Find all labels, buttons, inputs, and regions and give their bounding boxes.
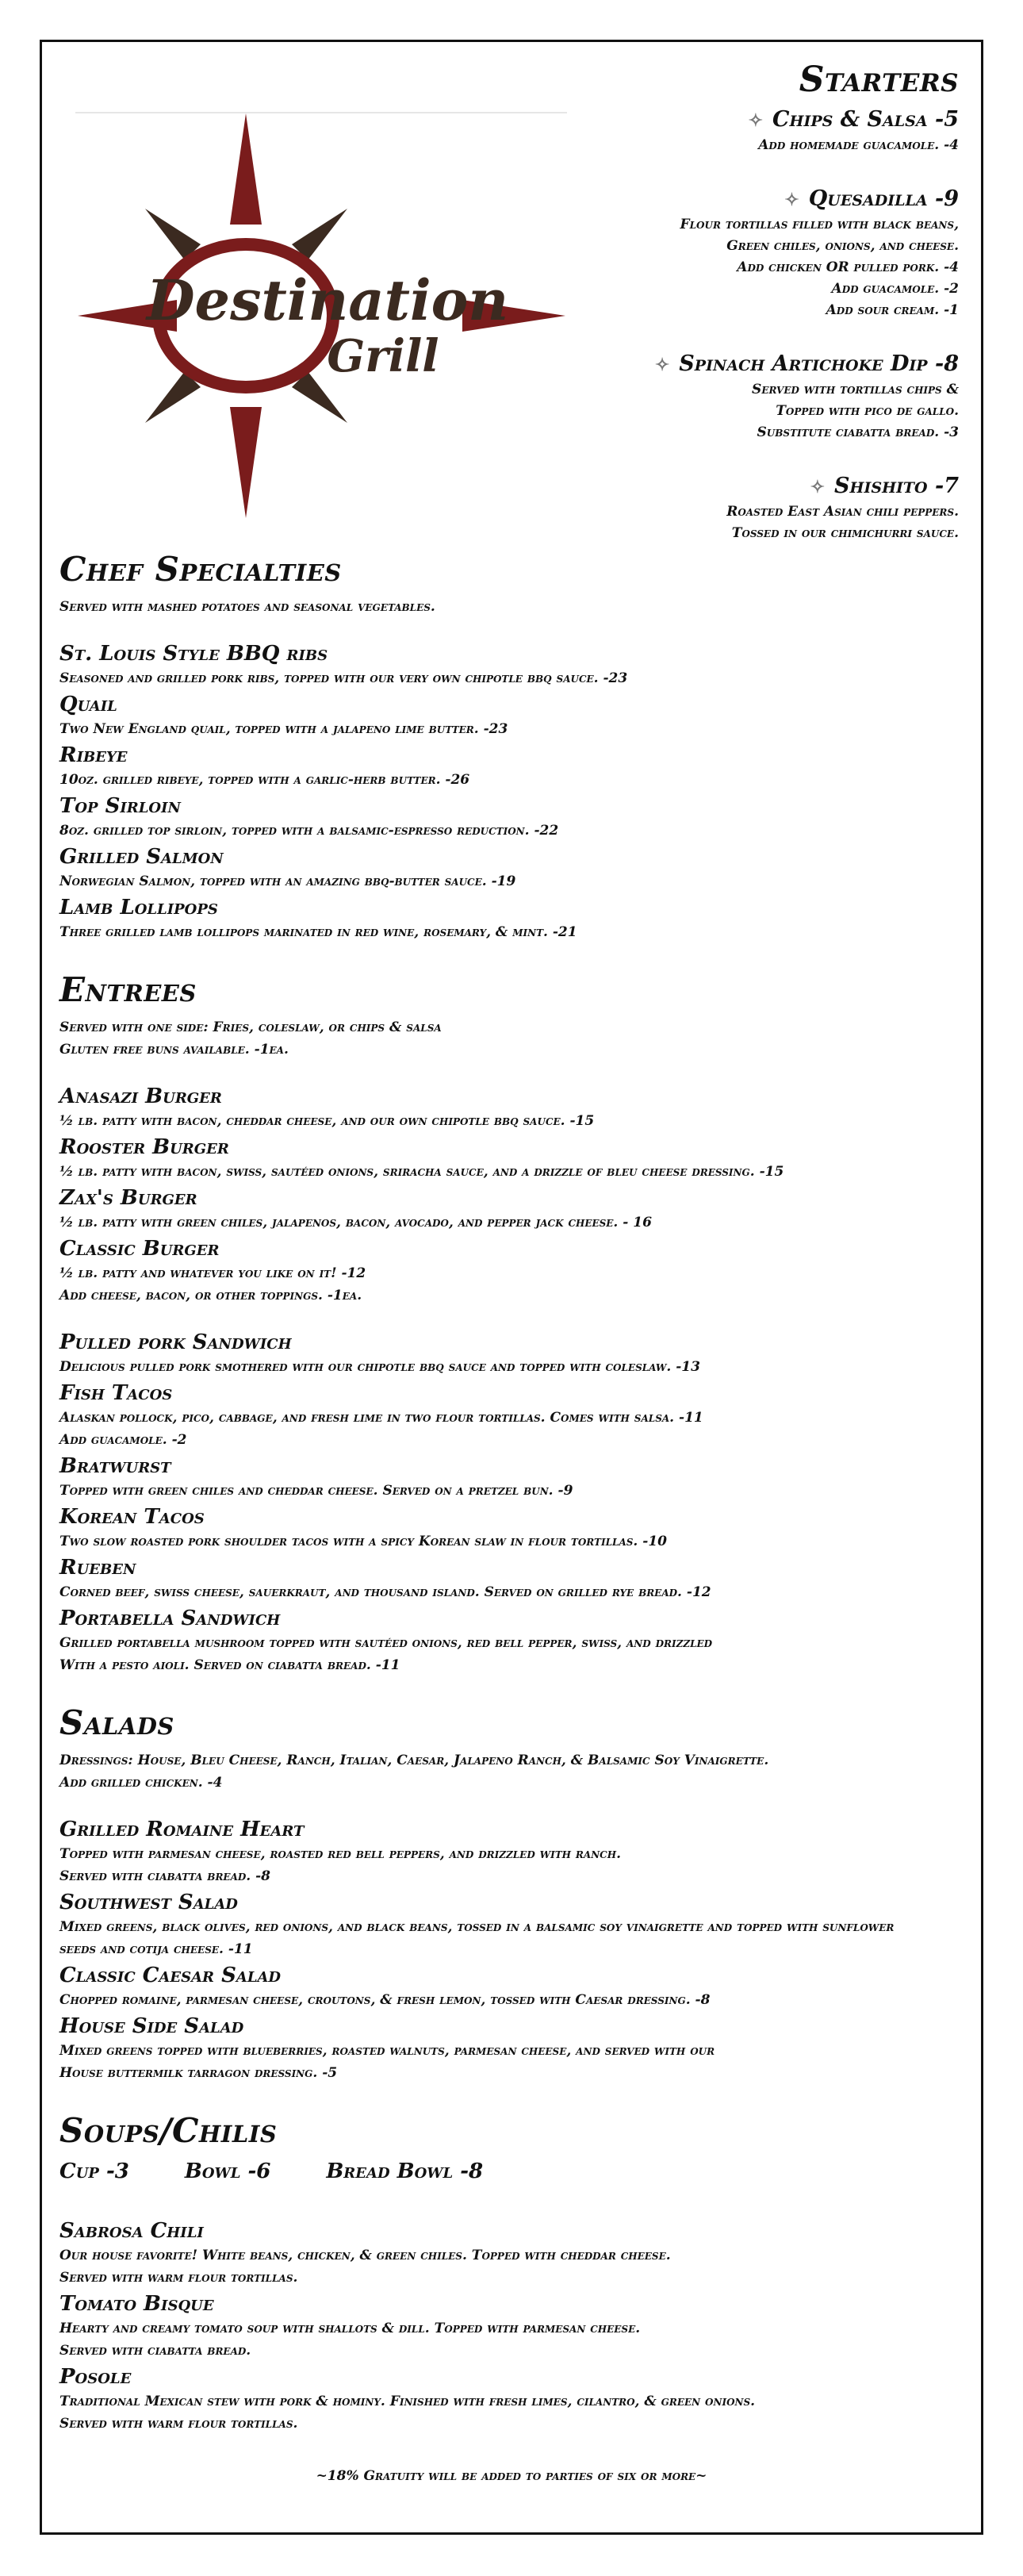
menu-item bbox=[59, 1605, 964, 1676]
item-name: Classic Caesar Salad bbox=[59, 1964, 282, 1987]
menu-item bbox=[59, 1083, 964, 1132]
item-desc: Delicious pulled pork smothered with our chipotle bbq sauce and topped with coleslaw. -13 bbox=[59, 1359, 700, 1375]
menu-item bbox=[59, 2217, 964, 2289]
menu-header-area bbox=[42, 42, 981, 550]
starter-desc: Topped with pico de gallo. bbox=[776, 403, 959, 419]
item-desc: Served with warm flour tortillas. bbox=[59, 2270, 298, 2286]
item-name: St. Louis Style BBQ ribs bbox=[59, 642, 328, 666]
section-note: Gluten free buns available. -1ea. bbox=[59, 1042, 289, 1058]
starter-desc: Roasted East Asian chili peppers. bbox=[726, 504, 959, 520]
starter-desc: Served with tortillas chips & bbox=[752, 382, 959, 397]
menu-item bbox=[59, 742, 964, 791]
item-desc: Norwegian Salmon, topped with an amazing bbq-butter sauce. -19 bbox=[59, 873, 516, 889]
soup-size-bread-bowl: Bread Bowl -8 bbox=[326, 2159, 484, 2183]
sparkle-icon: ✧ bbox=[654, 355, 670, 375]
item-name: Rooster Burger bbox=[59, 1135, 229, 1159]
item-name: Pulled pork Sandwich bbox=[59, 1330, 292, 1354]
menu-item bbox=[59, 843, 964, 893]
item-desc: ½ lb. patty with green chiles, jalapenos, bacon, avocado, and pepper jack cheese. - 16 bbox=[59, 1215, 652, 1230]
starter-desc: Flour tortillas filled with black beans, bbox=[680, 217, 959, 232]
item-desc: Add guacamole. -2 bbox=[59, 1432, 187, 1448]
item-name: Rueben bbox=[59, 1556, 136, 1580]
soup-sizes bbox=[59, 2157, 964, 2186]
menu-item bbox=[59, 2363, 964, 2435]
item-desc: Mixed greens topped with blueberries, roasted walnuts, parmesan cheese, and served with our bbox=[59, 2043, 715, 2059]
item-name: Grilled Romaine Heart bbox=[59, 1818, 305, 1841]
item-desc: Chopped romaine, parmesan cheese, croutons, & fresh lemon, tossed with Caesar dressing. -8 bbox=[59, 1992, 711, 2008]
item-name: House Side Salad bbox=[59, 2014, 244, 2038]
item-desc: 10oz. grilled ribeye, topped with a garlic-herb butter. -26 bbox=[59, 772, 470, 788]
item-desc: seeds and cotija cheese. -11 bbox=[59, 1941, 253, 1957]
soup-size-cup: Cup -3 bbox=[59, 2159, 129, 2183]
starter-name: Shishito -7 bbox=[834, 474, 959, 498]
menu-item bbox=[59, 1962, 964, 2011]
item-name: Ribeye bbox=[59, 743, 128, 767]
section-note: Dressings: House, Bleu Cheese, Ranch, Italian, Caesar, Jalapeno Ranch, & Balsamic Soy Vinaigrette. bbox=[59, 1753, 769, 1768]
salads-section bbox=[59, 1703, 964, 2084]
item-desc: Served with ciabatta bread. -8 bbox=[59, 1868, 271, 1884]
starters-title: Starters bbox=[799, 60, 959, 100]
menu-item bbox=[59, 691, 964, 740]
item-name: Grilled Salmon bbox=[59, 845, 224, 869]
starter-desc: Add chicken OR pulled pork. -4 bbox=[737, 259, 959, 275]
starter-desc: Add homemade guacamole. -4 bbox=[758, 137, 959, 153]
item-desc: Add cheese, bacon, or other toppings. -1ea. bbox=[59, 1288, 362, 1303]
starter-item bbox=[404, 472, 959, 544]
soups-title: Soups/Chilis bbox=[59, 2111, 278, 2150]
item-desc: Served with warm flour tortillas. bbox=[59, 2416, 298, 2432]
item-desc: With a pesto aioli. Served on ciabatta bread. -11 bbox=[59, 1657, 400, 1673]
starter-desc: Green chiles, onions, and cheese. bbox=[726, 238, 959, 254]
item-desc: ½ lb. patty with bacon, swiss, sautéed onions, sriracha sauce, and a drizzle of bleu cheese dressing. -15 bbox=[59, 1164, 784, 1180]
soups-section bbox=[59, 2111, 964, 2435]
item-name: Southwest Salad bbox=[59, 1891, 238, 1914]
chef-specialties-title: Chef Specialties bbox=[59, 550, 342, 589]
starter-desc: Substitute ciabatta bread. -3 bbox=[757, 424, 959, 440]
item-desc: ½ lb. patty and whatever you like on it! -12 bbox=[59, 1265, 366, 1281]
menu-item bbox=[59, 1816, 964, 1887]
soup-size-bowl: Bowl -6 bbox=[184, 2159, 271, 2183]
item-name: Top Sirloin bbox=[59, 794, 181, 818]
menu-item bbox=[59, 1453, 964, 1502]
item-name: Korean Tacos bbox=[59, 1505, 205, 1529]
salads-title: Salads bbox=[59, 1703, 174, 1742]
logo-text-line2: Grill bbox=[327, 330, 439, 382]
menu-item bbox=[59, 1889, 964, 1960]
item-name: Bratwurst bbox=[59, 1454, 171, 1478]
item-name: Posole bbox=[59, 2365, 132, 2389]
item-desc: Grilled portabella mushroom topped with sautéed onions, red bell pepper, swiss, and drizzled bbox=[59, 1635, 713, 1651]
item-desc: Mixed greens, black olives, red onions, and black beans, tossed in a balsamic soy vinaigrette and topped with sunflower bbox=[59, 1919, 895, 1935]
menu-frame bbox=[40, 40, 983, 2535]
menu-item bbox=[59, 1134, 964, 1183]
entrees-title: Entrees bbox=[59, 970, 197, 1009]
item-desc: Traditional Mexican stew with pork & hominy. Finished with fresh limes, cilantro, & green onions. bbox=[59, 2394, 756, 2409]
item-name: Anasazi Burger bbox=[59, 1085, 222, 1108]
item-desc: Three grilled lamb lollipops marinated in red wine, rosemary, & mint. -21 bbox=[59, 924, 577, 940]
item-name: Lamb Lollipops bbox=[59, 896, 218, 919]
item-name: Sabrosa Chili bbox=[59, 2219, 204, 2243]
item-name: Quail bbox=[59, 693, 117, 716]
menu-item bbox=[59, 1554, 964, 1603]
item-desc: Topped with green chiles and cheddar cheese. Served on a pretzel bun. -9 bbox=[59, 1483, 573, 1499]
starter-desc: Add guacamole. -2 bbox=[831, 281, 959, 297]
gratuity-note: ~18% Gratuity will be added to parties of six or more~ bbox=[316, 2468, 707, 2484]
starter-item bbox=[404, 185, 959, 321]
item-desc: Two slow roasted pork shoulder tacos with a spicy Korean slaw in flour tortillas. -10 bbox=[59, 1534, 667, 1549]
menu-item bbox=[59, 2290, 964, 2362]
sparkle-icon: ✧ bbox=[810, 477, 826, 497]
starter-name: Quesadilla -9 bbox=[808, 186, 959, 211]
item-desc: Served with ciabatta bread. bbox=[59, 2343, 251, 2359]
item-desc: Alaskan pollock, pico, cabbage, and fresh lime in two flour tortillas. Comes with salsa. -11 bbox=[59, 1410, 703, 1426]
starter-name: Chips & Salsa -5 bbox=[772, 107, 959, 132]
item-desc: Seasoned and grilled pork ribs, topped with our very own chipotle bbq sauce. -23 bbox=[59, 670, 628, 686]
logo-text-line1: Destination bbox=[146, 267, 509, 333]
starter-desc: Add sour cream. -1 bbox=[826, 302, 959, 318]
item-desc: Our house favorite! White beans, chicken, & green chiles. Topped with cheddar cheese. bbox=[59, 2248, 671, 2263]
starter-name: Spinach Artichoke Dip -8 bbox=[679, 351, 959, 376]
menu-item bbox=[59, 1380, 964, 1451]
section-note: Add grilled chicken. -4 bbox=[59, 1775, 223, 1791]
item-desc: Two New England quail, topped with a jalapeno lime butter. -23 bbox=[59, 721, 508, 737]
menu-item bbox=[59, 1235, 964, 1307]
section-note: Served with one side: Fries, coleslaw, or chips & salsa bbox=[59, 1019, 442, 1035]
menu-item bbox=[59, 793, 964, 842]
starter-item bbox=[404, 350, 959, 443]
item-desc: ½ lb. patty with bacon, cheddar cheese, and our own chipotle bbq sauce. -15 bbox=[59, 1113, 595, 1129]
sparkle-icon: ✧ bbox=[784, 190, 799, 210]
menu-item bbox=[59, 640, 964, 689]
item-desc: Corned beef, swiss cheese, sauerkraut, and thousand island. Served on grilled rye bread. -12 bbox=[59, 1584, 711, 1600]
item-name: Classic Burger bbox=[59, 1237, 220, 1261]
item-name: Portabella Sandwich bbox=[59, 1607, 281, 1630]
item-desc: House buttermilk tarragon dressing. -5 bbox=[59, 2065, 338, 2081]
menu-item bbox=[59, 1184, 964, 1234]
starter-item bbox=[404, 106, 959, 156]
item-desc: 8oz. grilled top sirloin, topped with a balsamic-espresso reduction. -22 bbox=[59, 823, 559, 839]
menu-body bbox=[59, 550, 964, 2462]
item-name: Zax's Burger bbox=[59, 1186, 197, 1210]
starters-section bbox=[404, 60, 959, 573]
entrees-section bbox=[59, 970, 964, 1676]
menu-item bbox=[59, 894, 964, 943]
item-name: Fish Tacos bbox=[59, 1381, 173, 1405]
chef-specialties-section bbox=[59, 550, 964, 943]
section-note: Served with mashed potatoes and seasonal vegetables. bbox=[59, 599, 435, 615]
sparkle-icon: ✧ bbox=[748, 110, 764, 131]
menu-item bbox=[59, 1329, 964, 1378]
item-desc: Hearty and creamy tomato soup with shallots & dill. Topped with parmesan cheese. bbox=[59, 2321, 641, 2336]
menu-item bbox=[59, 2013, 964, 2084]
item-desc: Topped with parmesan cheese, roasted red bell peppers, and drizzled with ranch. bbox=[59, 1846, 621, 1862]
menu-item bbox=[59, 1503, 964, 1553]
item-name: Tomato Bisque bbox=[59, 2292, 214, 2316]
starter-desc: Tossed in our chimichurri sauce. bbox=[731, 525, 959, 541]
